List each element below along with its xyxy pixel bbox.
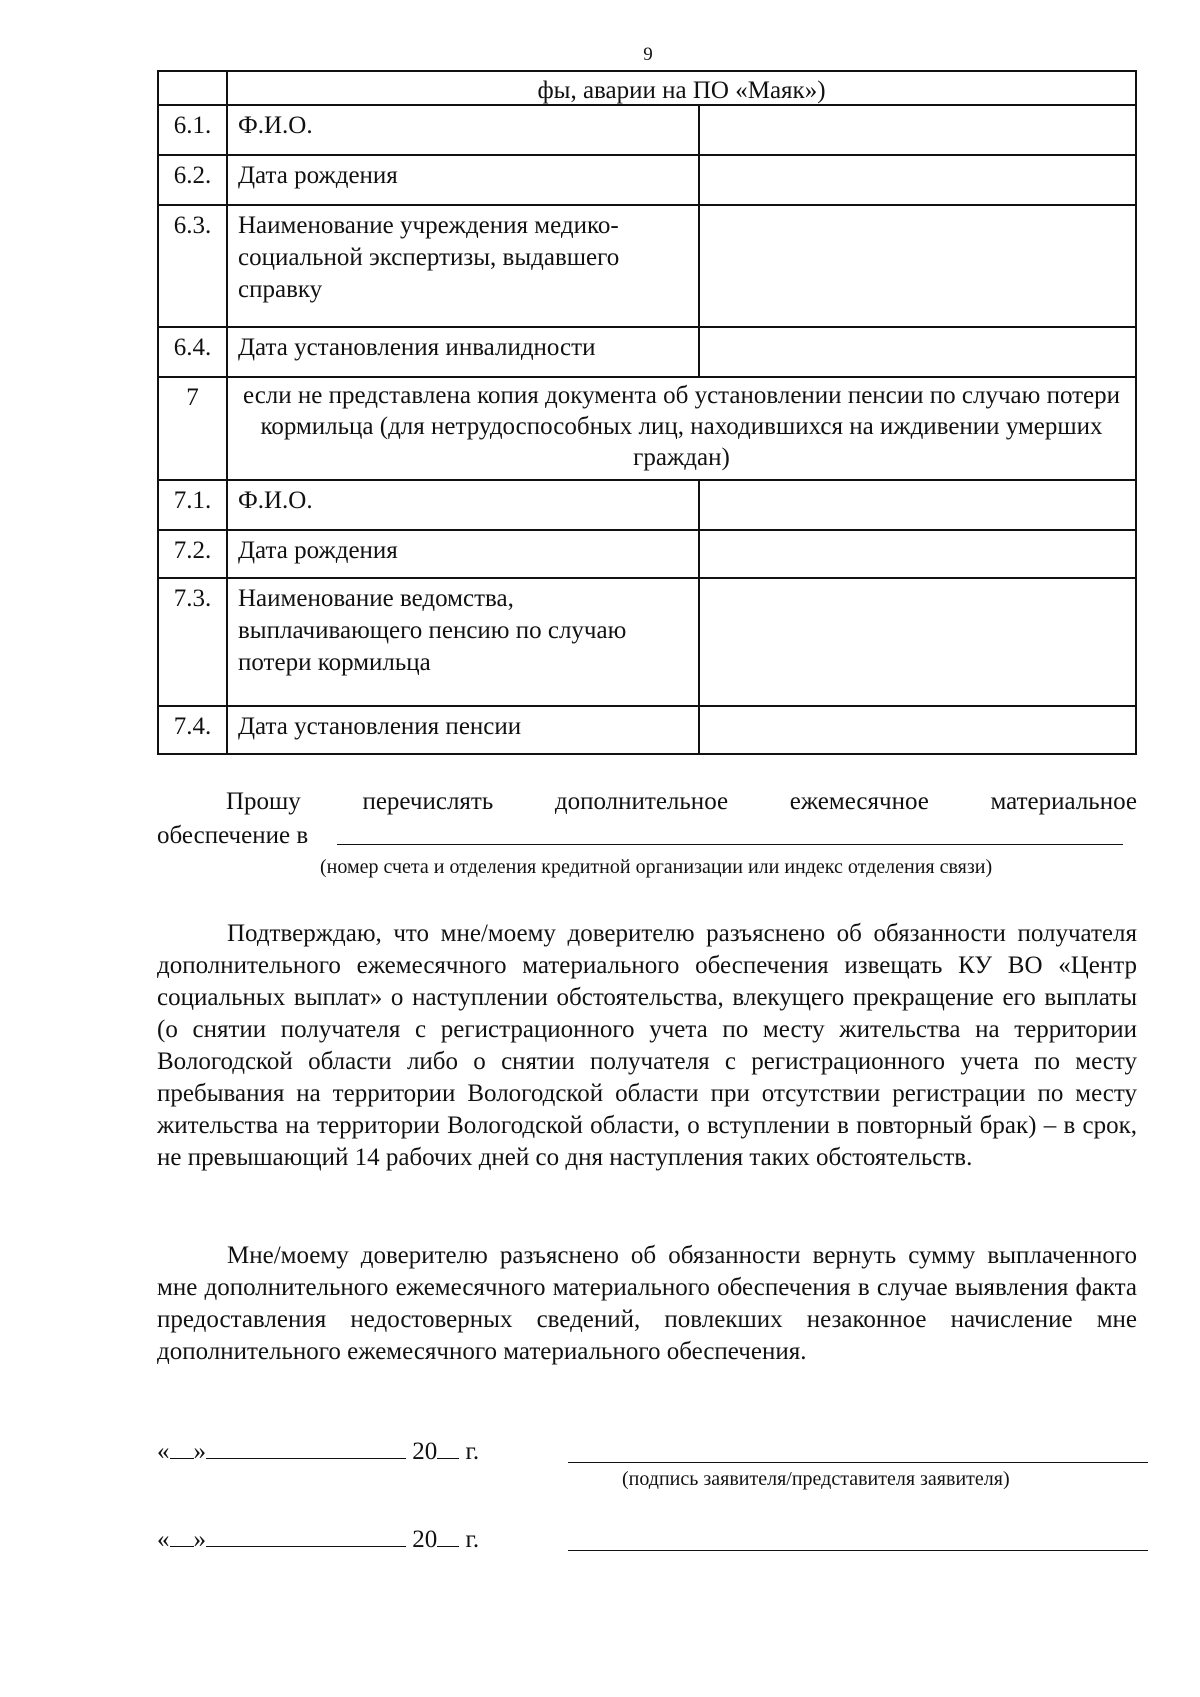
row-number: 7.3. [158, 578, 227, 706]
row-number: 7.1. [158, 480, 227, 530]
row-number: 6.3. [158, 205, 227, 327]
row-number: 7 [158, 377, 227, 480]
row-number: 6.1. [158, 105, 227, 155]
year-prefix: 20 [412, 1526, 438, 1553]
date-field[interactable] [157, 1524, 479, 1554]
value-cell[interactable] [699, 706, 1136, 754]
confirmation-paragraph: Подтверждаю, что мне/моему доверителю разъяснено об обязанности получателя дополнительного ежемесячного материального обеспечения извещать КУ ВО «Центр социальных выплат» о наступлении обстоятельства, влекущего прекращение его выплаты (о снятии получателя с регистрационного учета по месту жительства на территории Вологодской области либо о снятии получателя с регистрационного учета по месту пребывания на территории Вологодской области при отсутствии регистрации по месту жительства на территории Вологодской области, о вступлении в повторный брак) – в срок, не превышающий 14 рабочих дней со дня наступления таких обстоятельств. [157, 920, 1137, 1171]
row-number: 7.4. [158, 706, 227, 754]
value-cell[interactable] [699, 327, 1136, 377]
value-cell[interactable] [699, 530, 1136, 578]
date-quote-open: « [157, 1526, 170, 1553]
row-label: Ф.И.О. [227, 480, 699, 530]
signature-line[interactable] [568, 1462, 1148, 1463]
value-cell[interactable] [699, 578, 1136, 706]
signature-line[interactable] [568, 1550, 1148, 1551]
form-table [157, 70, 1137, 755]
value-cell[interactable] [699, 480, 1136, 530]
refund-paragraph: Мне/моему доверителю разъяснено об обязанности вернуть сумму выплаченного мне дополнительного ежемесячного материального обеспечения в случае выявления факта предоставления недостоверных сведений, повлекших незаконное начисление мне дополнительного ежемесячного материального обеспечения. [157, 1242, 1137, 1365]
account-number-input[interactable] [337, 844, 1123, 845]
table-row [158, 480, 1136, 530]
row-number: 7.2. [158, 530, 227, 578]
row-label: Дата рождения [227, 530, 699, 578]
row-label: если не представлена копия документа об установлении пенсии по случаю потери кормильца (для нетрудоспособных лиц, находившихся на иждивении умерших граждан) [227, 377, 1136, 480]
row-label: Дата установления инвалидности [227, 327, 699, 377]
value-cell[interactable] [699, 155, 1136, 205]
transfer-request-line-2: обеспечение в [157, 822, 309, 849]
table-row [158, 205, 1136, 327]
table-row [158, 377, 1136, 480]
year-suffix: г. [465, 1526, 480, 1553]
row-label: Наименование ведомства, выплачивающего пенсию по случаю потери кормильца [227, 578, 699, 706]
year-prefix: 20 [412, 1438, 438, 1465]
row-label: Дата установления пенсии [227, 706, 699, 754]
transfer-request-line: Прошу перечислять дополнительное ежемесячное материальное [226, 788, 1137, 815]
row-label: Наименование учреждения медико-социальной экспертизы, выдавшего справку [227, 205, 699, 327]
table-row [158, 327, 1136, 377]
row-number: 6.4. [158, 327, 227, 377]
page-number: 9 [643, 44, 653, 65]
row-label: Дата рождения [227, 155, 699, 205]
row-label: Ф.И.О. [227, 105, 699, 155]
table-row [158, 105, 1136, 155]
table-row [158, 706, 1136, 754]
signature-caption: (подпись заявителя/представителя заявителя) [622, 1468, 1010, 1490]
continuation-text: фы, аварии на ПО «Маяк») [227, 71, 1136, 105]
table-row [158, 530, 1136, 578]
date-quote-close: » [193, 1526, 206, 1553]
date-field[interactable] [157, 1436, 479, 1466]
date-quote-open: « [157, 1438, 170, 1465]
value-cell[interactable] [699, 205, 1136, 327]
table-row [158, 155, 1136, 205]
year-suffix: г. [465, 1438, 480, 1465]
table-row [158, 71, 1136, 105]
account-caption: (номер счета и отделения кредитной организации или индекс отделения связи) [320, 856, 993, 878]
date-quote-close: » [193, 1438, 206, 1465]
table-row [158, 578, 1136, 706]
row-number: 6.2. [158, 155, 227, 205]
value-cell[interactable] [699, 105, 1136, 155]
